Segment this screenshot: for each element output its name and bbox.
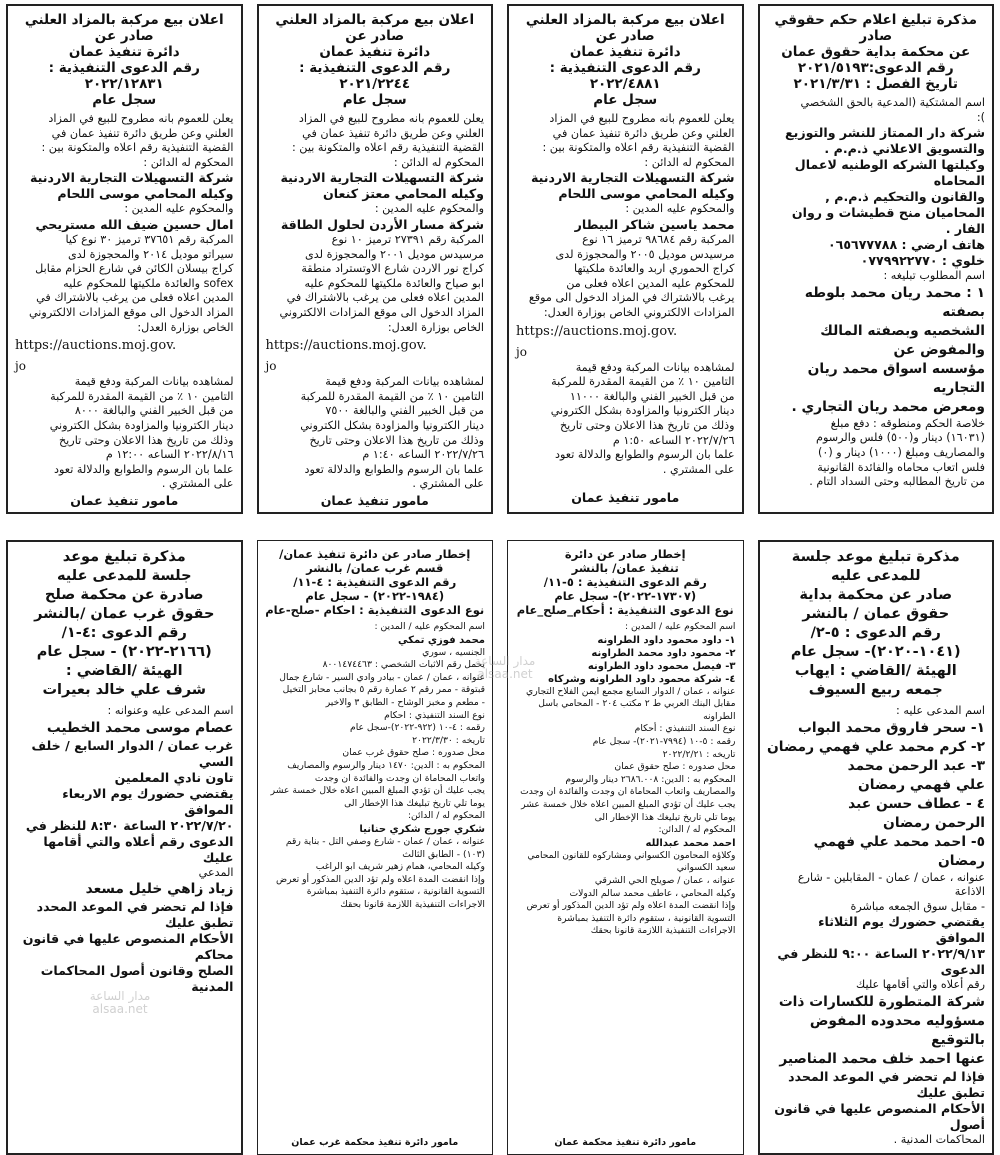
notice-line: الخاص بوزارة العدل: [137,320,234,334]
notice-line: اسم المشتكية (المدعية بالحق الشخصي [800,96,985,109]
notice-line: من قبل الخبير الفني والبالغة ٧٥٠٠ [325,404,484,418]
notice-line: دينار الكترونيا والمزاودة بشكل الكتروني [550,404,735,418]
notice-heading [265,547,486,617]
notice-line: شركة المتطورة للكسارات ذات [778,993,985,1010]
notice-heading [15,12,234,108]
heading-line: سجل عام [342,92,407,108]
notice-line: دينار الكترونيا والمزاودة بشكل الكتروني [300,418,484,432]
notice-line: شركة التسهيلات التجارية الاردنية [530,170,735,186]
heading-line: رقم الدعوى التنفيذية : ٢٠٢٢/٤٨٨١ [549,60,701,92]
notice-line: شكري جورج شكري حنانيا [359,823,485,835]
notice-line: من تاريخ المطالبه وحتى السداد التام . [809,475,985,489]
notice-line: شركة التسهيلات التجارية الاردنية [29,170,234,186]
notice-line: التسوية القانونية ، ستقوم دائرة التنفيذ بمباشرة [557,912,736,924]
notice-line: المدين اعلاه فعلى من يرغب بالاشتراك في [286,291,484,305]
notices-grid [6,4,994,1148]
heading-line: اعلان بيع مركبة بالمزاد العلني صادر عن [275,12,475,44]
notice-heading [515,547,736,617]
heading-line: (٢١٦٦-٢٠٢٢) - سجل عام [36,644,212,660]
notice-heading [767,548,986,700]
notice-line: من قبل الخبير الفني والبالغة ١١٠٠٠ [569,389,735,403]
notice-line: واتعاب المحاماة ان وجدت والفائدة ان وجدت [314,772,485,784]
notice-line: علما بان الرسوم والطوابع والدلالة تعود [555,448,735,462]
notice-line: العلني وعن طريق دائرة تنفيذ عمان في [51,126,234,140]
notice-line: المحكوم به : الدين: ٢٦٨٦.٠٠٨ دينار والرسوم [565,773,736,785]
auction-url: https://auctions.moj.gov. [265,338,427,354]
notice-line: عنوانه ، عمان / الدوار السابع مجمع ايمن الفلاح التجاري [526,685,736,697]
notice-heading [767,12,986,92]
notice-line: الصلح وقانون أصول المحاكمات المدنية [40,963,234,995]
notice-line: زياد زاهي خليل مسعد [85,881,234,898]
heading-line: دائرة تنفيذ عمان [319,44,431,60]
notice-line: احمد محمد عبدالله [645,837,736,849]
notice-line: رقمه : ٤-١٠ (٩٢٢-٢٠٢٢)-سجل عام [350,722,485,734]
signature: مامور دائرة تنفيذ محكمة غرب عمان [291,1136,459,1148]
notice-line: ): [976,110,985,124]
signature: مامور تنفيذ عمان [571,490,680,505]
heading-line: مذكرة تبليغ اعلام حكم حقوقي صادر [774,12,978,44]
auction-url: https://auctions.moj.gov. [15,338,177,354]
notice-line: وكلاؤه المحامون الكسواني ومشاركوه للقانون المحامي [527,849,736,861]
heading-line: (١٧٣٠٧-٢٠٢٢)- سجل عام [554,589,697,603]
notice-line: امال حسين ضيف الله مستريحي [35,216,234,232]
notice-line: التامين ١٠ ٪ من القيمة المقدرة للمركبة [300,389,484,403]
notice-line: عنوانه ، عمان / عمان - بيادر وادي السير - شارع جمال [279,671,485,683]
notice-line: المركبة رقم ٣٧٦٥١ ترميز ٣٠ نوع كيا [65,232,234,246]
notice-line: المحاميان منح قطيشات و روان الفار . [791,205,985,237]
notice-line: يوما تلي تاريخ تبليغك هذا الإخطار الى [344,797,485,809]
heading-line: شرف علي خالد بعيرات [42,682,207,698]
heading-line: رقم الدعوى :٤-١/ [61,625,187,641]
notice-line: المحكوم له الدائن : [393,155,484,169]
notice-box [257,4,494,514]
notice-line: شركة دار الممتاز للنشر والتوزيع [785,125,985,141]
notice-line: سعيد الكسواني [676,862,736,874]
auction-url-suffix: jo [516,344,527,359]
notice-line: المزاد الدخول الى موقع المزادات الالكتروني [28,305,234,319]
notice-line: القضية التنفيذية رقم اعلاه والمتكونة بين : [291,141,484,155]
heading-line: سجل عام [92,92,157,108]
notice-line: خلاصة الحكم ومنطوقه : دفع مبلغ [830,416,985,430]
heading-line: دائرة تنفيذ عمان [569,44,681,60]
notice-line: ١ : محمد ريان محمد بلوطه بصفته [804,284,985,320]
notice-line: يقتضي حضورك يوم الاربعاء الموافق [62,785,234,817]
notice-line: ٢- محمود داود محمد الطراونه [591,647,736,659]
notice-line: على المشتري . [412,477,484,491]
watermark-latin: alsaa.net [92,1002,148,1016]
notice-line: تاون نادي المعلمين [114,769,234,785]
heading-line: إخطار صادر عن دائرة تنفيذ عمان/ [279,547,471,561]
notice-line: رقم أعلاه والتي أقامها عليك [856,978,985,992]
heading-line: مذكرة تبليغ موعد جلسة [791,549,960,565]
notice-line: والمصاريف ومبلغ (١٠٠٠) دينار و (٠) [817,445,985,459]
notice-line: المحكوم له الدائن : [644,155,735,169]
heading-line: نوع الدعوى التنفيذية : احكام -صلح-عام [265,603,485,617]
notice-line: والتسويق الاعلاني ذ.م.م . [824,141,985,157]
heading-line: إخطار صادر عن دائرة [564,547,686,561]
notice-line: وذلك من تاريخ هذا الاعلان وحتى تاريخ [559,418,735,432]
notice-line: ١- داود محمود داود الطراونه [597,634,736,646]
heading-line: الهيئة /القاضي : ايهاب [794,663,957,679]
notice-line: من قبل الخبير الفني والبالغة ٨٠٠٠ [74,404,234,418]
notice-line: وكيله المحامي ، عاطف محمد سالم الدولات [569,887,736,899]
notice-line: والمحكوم عليه المدين : [374,202,484,216]
notice-line: محمد ياسين شاكر البيطار [574,216,735,232]
notice-line: ٢- كرم محمد علي فهمي رمضان [767,738,985,755]
notice-line: الشخصيه وبصفته المالك والمفوض عن [820,322,985,358]
heading-line: رقم الدعوى : ٥-٢/ [810,625,941,641]
heading-line: رقم الدعوى التنفيذية : ٢٠٢٢/١٢٨٣١ [48,60,200,92]
notice-line: ٥- احمد محمد علي فهمي رمضان [813,833,985,869]
notice-line: دينار الكترونيا والمزاودة بشكل الكتروني [49,418,234,432]
notice-line: اسم المحكوم عليه / المدين : [624,621,736,632]
notice-line: كراج بيسلان الكائن في شارع الحزام مقابل [35,262,234,276]
notice-line: لمشاهده بيانات المركبة ودفع قيمة [575,360,735,374]
notice-line: عنوانه ، عمان / عمان - شارع وصفي التل - بناية رقم [285,835,485,847]
notice-line: الدعوى رقم أعلاه والتي أقامها عليك [43,833,234,865]
notice-line: الخاص بوزارة العدل: [387,320,484,334]
notice-line: يجب عليك أن تؤدي المبلغ المبين اعلاه خلال خمسة عشر [521,798,736,810]
notice-line: المحكوم به : الدين: ١٤٧٠ دينار والرسوم والمصاريف [287,759,485,771]
notice-line: الاجراءات التنفيذية اللازمة قانونا بحقك [340,898,485,910]
notice-line: محل صدوره : صلح حقوق عمان [614,761,736,773]
notice-line: يعلن للعموم بانه مطروح للبيع في المزاد [48,112,234,125]
notice-box [758,4,995,514]
signature: مامور تنفيذ عمان [70,492,179,508]
notice-line: ابو صياح والعائدة ملكيتها للمحكوم عليه [304,276,484,290]
notice-line: شركة التسهيلات التجارية الاردنية [280,170,484,186]
notice-line: عنوانه ، عمان / صويلح الحي الشرقي [594,874,736,886]
notice-line: نوع السند التنفيذي : أحكام [634,723,736,735]
notice-line: عنها احمد خلف محمد المناصير [779,1050,985,1067]
notice-line: ١- سحر فاروق محمد البواب [797,719,985,736]
notice-line: ٢٠٢٢/٩/١٣ الساعة ٩:٠٠ للنظر في الدعوى [777,946,985,978]
notice-line: وإذا انقضت المدة اعلاه ولم تؤد الدين المذكور أو تعرض [276,873,485,885]
heading-line: مذكرة تبليغ موعد [62,549,186,565]
notice-line: وذلك من تاريخ هذا الاعلان وحتى تاريخ [58,433,234,447]
notice-line: الطراونه [703,710,736,722]
notice-line: ومعرض محمد ريان التجاري . [791,398,985,415]
heading-line: رقم الدعوى التنفيذية : ٢٠٢١/٢٢٤٤ [299,60,451,92]
notice-line: اسم المحكوم عليه / المدين : [374,621,485,632]
notice-line: غرب عمان / الدوار السابع / خلف السي [31,737,234,769]
notice-line: المحكوم له / الدائن: [407,810,485,822]
watermark-latin: alsaa.net [477,667,533,681]
notice-line: القضية التنفيذية رقم اعلاه والمتكونة بين : [542,141,735,155]
heading-line: حقوق غرب عمان /بالنشر [34,606,215,622]
notice-line: لمشاهده بيانات المركبة ودفع قيمة [325,375,484,389]
notice-line: عنوانه ، عمان / عمان - المقابلين - شارع الاذاعة [797,870,985,899]
notice-heading [516,12,735,108]
notice-line: القضية التنفيذية رقم اعلاه والمتكونة بين : [41,141,234,155]
notice-line: محل صدوره : صلح حقوق غرب عمان [342,747,485,759]
notice-line: يعلن للعموم بانه مطروح للبيع في المزاد [298,112,484,125]
notice-box [507,540,744,1155]
notice-line: محمد فوزي تمكي [398,634,485,646]
notice-line: مرسيدس موديل ٢٠٠١ والمحجوزة لدى [305,247,484,261]
auction-url-suffix: jo [15,359,26,374]
notice-line: عصام موسى محمد الخطيب [46,719,234,736]
notice-line: اسم المدعى عليه وعنوانه : [107,704,234,717]
notice-line: ٢٠٢٢/٨/١٦ الساعه ١٢:٠٠ م [105,448,234,462]
notice-line: سيراتو موديل ٢٠١٤ والمحجوزة لدى [68,247,234,261]
notice-line: المزاد الدخول الى موقع المزادات الالكتروني [279,305,484,319]
heading-line: سجل عام [593,92,658,108]
heading-line: صادر عن محكمة بداية [799,587,953,603]
notice-line: العلني وعن طريق دائرة تنفيذ عمان في [302,126,484,140]
notice-line: ٢٠٢٢/٧/٢٠ الساعة ٨:٣٠ للنظر في [25,817,234,833]
notice-line: ٤ - عطاف حسن عبد [848,795,985,812]
notice-line: التامين ١٠ ٪ من القيمة المقدرة للمركبة [50,389,234,403]
heading-line: رقم الدعوى:٢٠٢١/٥١٩٣ [797,60,954,76]
notice-line: ٤- شركة محمود داود الطراونه وشركاه [548,673,736,685]
notice-line: ٢٠٢٢/٧/٢٦ الساعه ١:٤٠ م [362,448,484,462]
heading-line: دائرة تنفيذ عمان [68,44,180,60]
heading-line: تنفيذ عمان/ بالنشر [571,561,679,575]
heading-line: اعلان بيع مركبة بالمزاد العلني صادر عن [24,12,224,44]
notice-line: المدين اعلاه فعلى من يرغب بالاشتراك في [36,291,234,305]
notice-box [257,540,494,1155]
notice-line: والمصاريف واتعاب المحاماة ان وجدت والفائدة ان وجدت [520,786,736,798]
notice-line: المزادات الالكتروني الخاص بوزارة العدل: [543,305,735,319]
notice-line: قبتوقة - ممر رقم ٢ عمارة رقم ٥ بجانب محابز التخيل [282,684,485,696]
heading-line: رقم الدعوى التنفيذية : ٤-١١/ [293,575,457,589]
notice-line: وكيله المحامي موسى اللحام [558,186,735,202]
heading-line: رقم الدعوى التنفيذية : ٥-١١/ [543,575,707,589]
notice-line: مؤسسه اسواق محمد ريان التجاريه [807,360,985,396]
heading-line: جمعه ربيع السيوف [808,682,943,698]
notice-line: تاريخه : ٢٠٢٢/٣/٣٠ [412,734,485,746]
notice-line: اسم المدعى عليه : [896,704,985,717]
notice-line: اسم المطلوب تبليغه : [883,269,985,283]
notice-heading [266,12,485,108]
notice-line: فلس اتعاب محاماه والفائدة القانونية [817,460,985,474]
notice-line: فإذا لم تحضر في الموعد المحدد تطبق عليك [36,899,234,931]
notice-heading [15,548,234,700]
notice-line: للمحكوم عليه المدين اعلاه فعلى من [566,276,735,290]
heading-line: (١٩٨٤-٢٠٢٢) - سجل عام [305,589,445,603]
auction-url: https://auctions.moj.gov. [516,323,678,339]
heading-line: للمدعى عليه [830,568,921,584]
notice-line: المحاكمات المدنية . [893,1132,985,1146]
notice-line: التامين ١٠ ٪ من القيمة المقدرة للمركبة [551,375,735,389]
notice-line: المركبة رقم ٩٨٦٨٤ ترميز ١٦ نوع [582,232,735,246]
notice-line: مسؤوليه محدوده المفوض بالتوقيع [809,1012,985,1048]
auction-url-suffix: jo [265,359,277,374]
heading-line: صادرة عن محكمة صلح [44,587,204,603]
notice-line: والمحكوم عليه المدين : [625,202,735,216]
notice-line: علي فهمي رمضان [857,776,985,793]
notice-line: تاريخه : ٢٠٢٢/٢/٢١ [662,748,736,760]
notice-line: (١٠٣) - الطابق الثالث [402,848,485,860]
notice-line: على المشتري . [662,462,735,476]
notice-line: الاجراءات التنفيذية اللازمة قانونا بحقك [590,925,736,937]
heading-line: الهيئة /القاضي : [65,663,183,679]
heading-line: اعلان بيع مركبة بالمزاد العلني صادر عن [525,12,725,44]
heading-line: قسم غرب عمان/ بالنشر [306,561,444,575]
notice-line: هاتف ارضي : ٠٦٥٦٧٧٧٨٨ [827,237,985,253]
notice-line: يعلن للعموم بانه مطروح للبيع في المزاد [549,112,735,125]
notice-line: شركة مسار الأردن لحلول الطاقة [280,216,484,232]
notice-line: نوع السند التنفيذي : احكام [384,709,485,721]
notice-box [758,540,995,1155]
notice-line: علما بان الرسوم والطوابع والدلالة تعود [304,462,484,476]
notice-line: يقتضي حضورك يوم الثلاثاء الموافق [818,914,985,946]
watermark-arabic: مدار الساعة [89,989,151,1003]
notice-line: sofex والعائدة ملكيتها للمحكوم عليه [63,276,234,290]
notice-line: ٢٠٢٢/٧/٢٦ الساعه ١:٥٠ م [612,433,735,447]
signature: مامور تنفيذ عمان [320,492,429,508]
heading-line: حقوق عمان / بالنشر [802,606,950,622]
notice-line: وإذا انقضت المدة اعلاه ولم تؤد الدين المذكور أو تعرض [526,900,736,912]
notice-line: على المشتري . [161,477,234,491]
notice-line: وكيله المحامي معتز كنعان [323,186,484,202]
notice-line: وكيله المحامي موسى اللحام [57,186,234,202]
notice-line: يحمل رقم الاثبات الشخصي : ٨٠٠١٤٧٤٤٦٣ [322,659,485,671]
notice-line: علما بان الرسوم والطوابع والدلالة تعود [54,462,234,476]
notice-line: التسوية القانونية ، ستقوم دائرة التنفيذ بمباشرة [306,886,485,898]
notice-line: يرغب بالاشتراك في المزاد الدخول الى موقع [528,291,735,305]
notice-line: العلني وعن طريق دائرة تنفيذ عمان في [552,126,735,140]
signature: مامور دائرة تنفيذ محكمة عمان [554,1136,697,1148]
notice-line: مقابل البنك العربي ط ٢ مكتب ٢٠٤ - المحامي باسل [538,698,736,710]
heading-line: عن محكمة بداية حقوق عمان [781,44,971,60]
notice-line: يجب عليك أن تؤدي المبلغ المبين اعلاه خلال خمسة عشر [270,785,485,797]
heading-line: (١٠٤١-٢٠٢٠)- سجل عام [790,644,961,660]
notice-line: ٣- فيصل محمود داود الطراونه [587,660,736,672]
notice-line: (١٦٠٣١) دينار و(٥٠٠) فلس والرسوم [816,431,985,445]
notice-line: الرحمن رمضان [883,814,985,831]
notice-line: يوما تلي تاريخ تبليغك هذا الإخطار الى [594,811,736,823]
notice-line: مرسيدس موديل ٢٠٠٥ والمحجوزة لدى [555,247,735,261]
notice-line: لمشاهده بيانات المركبة ودفع قيمة [74,375,234,389]
notice-line: والقانون والتحكيم ذ.م.م , [825,189,985,205]
notice-line: الأحكام المنصوص عليها في قانون أصول [774,1100,985,1132]
notice-box [6,540,243,1155]
notice-line: ٣- عبد الرحمن محمد [847,757,985,774]
notice-line: المركبة رقم ٢٧٣٩١ ترميز ١٠ نوع [331,232,484,246]
notice-line: الجنسيه ، سوري [422,646,485,658]
watermark-arabic: مدار الساعة [474,654,536,668]
notice-box [6,4,243,514]
notice-line: - مطعم و مخبز الوشاح - الطابق ٣ والاخير [325,696,485,708]
notice-line: والمحكوم عليه المدين : [124,202,234,216]
notice-line: المدعي [198,865,234,879]
notice-line: وكيله المحامي، همام زهير شريف ابو الراغب [315,861,485,873]
notice-line: فإذا لم تحضر في الموعد المحدد تطبق عليك [788,1068,985,1100]
notice-line: كراج نور الاردن شارع الاوتستراد منطقة [301,262,484,276]
notice-line: كراج الحموري اربد والعائدة ملكيتها [574,262,735,276]
notice-line: المحكوم له / الدائن: [658,824,736,836]
heading-line: نوع الدعوى التنفيذية : أحكام_صلح_عام [516,603,734,617]
notice-line: الأحكام المنصوص عليها في قانون محاكم [22,931,234,963]
notice-line: وذلك من تاريخ هذا الاعلان وحتى تاريخ [309,433,484,447]
notice-line: المحكوم له الدائن : [143,155,234,169]
notice-line: خلوي : ٠٧٧٩٩٢٢٧٧٠ [860,253,985,269]
notice-line: - مقابل سوق الجمعه مباشرة [850,899,985,913]
notice-line: رقمه : ٥-١٠ (٧٩٩٤-٢٠٢١)- سجل عام [592,735,736,747]
heading-line: تاريخ الفصل : ٢٠٢١/٣/٣١ [793,76,959,92]
heading-line: جلسة للمدعى عليه [56,568,192,584]
notice-box [507,4,744,514]
notice-line: وكيلتها الشركه الوطنيه لاعمال المحاماه [794,157,985,189]
